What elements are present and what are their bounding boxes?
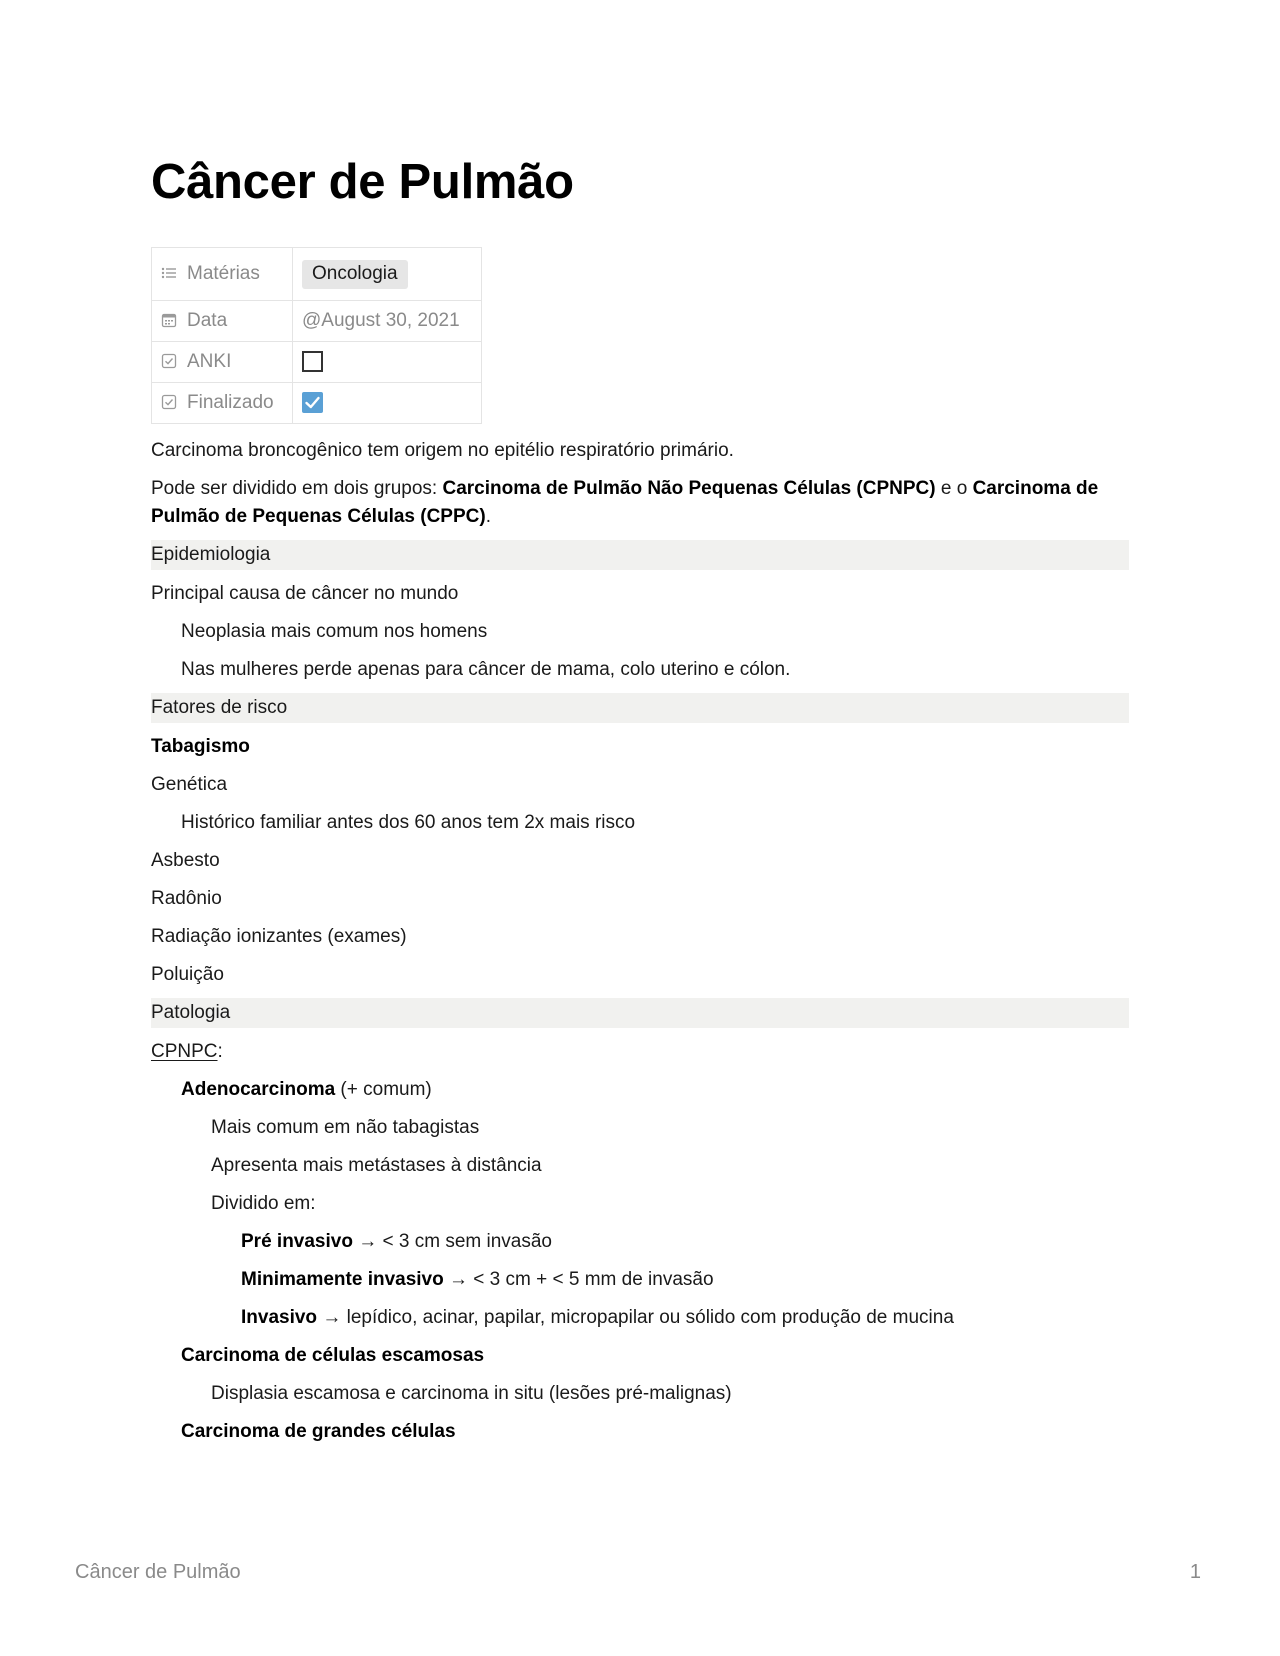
list-item-text: → < 3 cm + < 5 mm de invasão [443,1269,714,1290]
page-title: Câncer de Pulmão [151,155,574,209]
property-key-materias [152,248,293,301]
checkbox-property-icon [161,353,177,369]
cpnpc-link[interactable]: CPNPC [151,1041,218,1062]
property-row-data [152,301,482,342]
section-heading-fatores-de-risco: Fatores de risco [151,693,1129,723]
intro-bold-cpnpc: Carcinoma de Pulmão Não Pequenas Células (CPNPC) [442,478,936,499]
property-row-finalizado [152,383,482,424]
list-item [151,1342,1129,1370]
list-item-text: → < 3 cm sem invasão [352,1231,552,1252]
intro-text: e o [935,478,973,499]
bold-pre-invasivo: Pré invasivo [241,1231,353,1252]
list-item: Histórico familiar antes dos 60 anos tem 2x mais risco [181,812,636,833]
list-item-text: (+ comum) [335,1079,432,1100]
list-item [151,1038,1129,1066]
bold-tabagismo: Tabagismo [151,736,250,757]
page-content [151,150,1129,1446]
list-item: Neoplasia mais comum nos homens [181,621,488,642]
property-label-data: Data [187,310,228,331]
intro-bold-cppc: Carcinoma de Pulmão de Pequenas Células (CPPC) [151,478,1099,527]
intro-text: Pode ser dividido em dois grupos: [151,478,443,499]
property-value-materias[interactable] [293,248,482,301]
list-item [151,1076,1129,1104]
list-item: Displasia escamosa e carcinoma in situ (lesões pré-malignas) [211,1383,732,1404]
checkbox-property-icon [161,394,177,410]
list-item: Apresenta mais metástases à distância [211,1155,542,1176]
bold-adenocarcinoma: Adenocarcinoma [181,1079,336,1100]
calendar-icon [161,312,177,328]
list-item: Poluição [151,964,224,985]
list-item: Dividido em: [211,1193,316,1214]
finalizado-checkbox[interactable] [302,392,323,413]
list-item: Asbesto [151,850,220,871]
list-item [151,1228,1129,1256]
property-key-anki [152,342,293,383]
list-item: Mais comum em não tabagistas [211,1117,480,1138]
colon-text: : [217,1041,223,1062]
intro-text: . [485,506,491,527]
property-value-data[interactable]: @August 30, 2021 [293,301,482,342]
tag-oncologia[interactable]: Oncologia [302,260,408,289]
section-heading-epidemiologia: Epidemiologia [151,540,1129,570]
list-item [151,733,1129,761]
list-item-text: → lepídico, acinar, papilar, micropapilar ou sólido com produção de mucina [317,1307,954,1328]
section-heading-patologia: Patologia [151,998,1129,1028]
list-item [151,1418,1129,1446]
bold-minimamente-invasivo: Minimamente invasivo [241,1269,444,1290]
list-icon [161,265,177,281]
property-row-anki [152,342,482,383]
list-item: Radônio [151,888,222,909]
footer-title: Câncer de Pulmão [75,1561,241,1583]
list-item: Nas mulheres perde apenas para câncer de mama, colo uterino e cólon. [181,659,791,680]
anki-checkbox[interactable] [302,351,323,372]
property-label-anki: ANKI [187,351,232,372]
property-value-anki [293,342,482,383]
list-item [151,1266,1129,1294]
bold-escamosas: Carcinoma de células escamosas [181,1345,485,1366]
footer-page-number: 1 [1189,1561,1201,1583]
intro-paragraph-1: Carcinoma broncogênico tem origem no epitélio respiratório primário. [151,440,734,461]
property-key-finalizado [152,383,293,424]
checkmark-icon [302,392,323,413]
list-item: Principal causa de câncer no mundo [151,583,459,604]
list-item [151,1304,1129,1332]
property-row-materias [152,248,482,301]
list-item: Radiação ionizantes (exames) [151,926,407,947]
bold-invasivo: Invasivo [241,1307,318,1328]
property-label-materias: Matérias [187,263,260,284]
intro-paragraph-2 [151,475,1129,531]
property-key-data [152,301,293,342]
property-value-finalizado [293,383,482,424]
bold-grandes-celulas: Carcinoma de grandes células [181,1421,456,1442]
properties-table [151,247,482,424]
property-label-finalizado: Finalizado [187,392,274,413]
list-item: Genética [151,774,228,795]
